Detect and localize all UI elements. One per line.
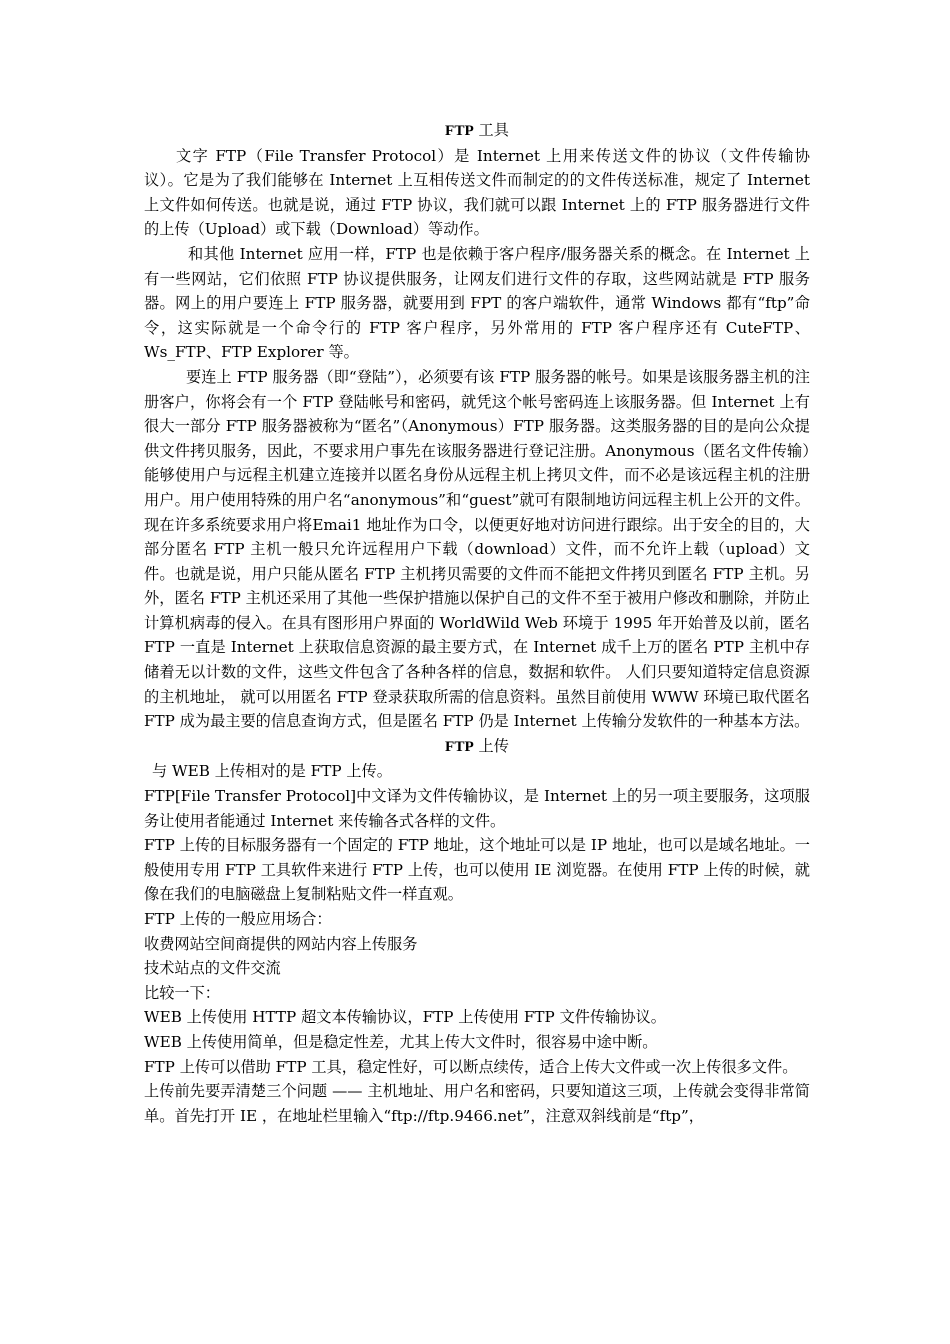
paragraph: FTP 上传可以借助 FTP 工具，稳定性好，可以断点续传，适合上传大文件或一次上传很多文件。: [144, 1057, 798, 1076]
section-title-ftp-tools: [144, 118, 810, 144]
list-line: 技术站点的文件交流: [144, 959, 281, 978]
paragraph: WEB 上传使用 HTTP 超文本传输协议，FTP 上传使用 FTP 文件传输协议。: [144, 1008, 666, 1027]
title-rest: 工具: [473, 121, 509, 139]
paragraph: 和其他 Internet 应用一样，FTP 也是依赖于客户程序/服务器关系的概念。在 Internet 上有一些网站，它们依照 FTP 协议提供服务，让网友们进行文件的存取，这些网站就是 FTP 服务器。网上的用户要连上 FTP 服务器，就要用到 FPT 的客户端软件，通常 Windows 都有“ftp”命令，这实际就是一个命令行的 FTP 客户程序，另外常用的 FTP 客户程序还有 CuteFTP、Ws_FTP、FTP Explorer 等。: [144, 244, 810, 362]
title-rest: 上传: [473, 736, 509, 755]
paragraph: FTP[File Transfer Protocol]中文译为文件传输协议，是 Internet 上的另一项主要服务，这项服务让使用者能通过 Internet 来传输各式各样的文件。: [144, 787, 810, 830]
title-bold: FTP: [445, 122, 474, 139]
section-title-ftp-upload: [144, 734, 810, 760]
paragraph: FTP 上传的目标服务器有一个固定的 FTP 地址，这个地址可以是 IP 地址，也可以是域名地址。一般使用专用 FTP 工具软件来进行 FTP 上传，也可以使用 IE 浏览器。在使用 FTP 上传的时候，就像在我们的电脑磁盘上复制粘贴文件一样直观。: [144, 836, 810, 904]
paragraph-intro: 与 WEB 上传相对的是 FTP 上传。: [152, 762, 392, 781]
paragraph: 要连上 FTP 服务器（即“登陆”），必须要有该 FTP 服务器的帐号。如果是该服务器主机的注册客户，你将会有一个 FTP 登陆帐号和密码，就凭这个帐号密码连上该服务器。但 Internet 上有很大一部分 FTP 服务器被称为“匿名”（Anonymous）FTP 服务器。这类服务器的目的是向公众提供文件拷贝服务，因此，不要求用户事先在该服务器进行登记注册。Anonymous（匿名文件传输）能够使用户与远程主机建立连接并以匿名身份从远程主机上拷贝文件，而不必是该远程主机的注册用户。用户使用特殊的用户名“anonymous”和“guest”就可有限制地访问远程主机上公开的文件。现在许多系统要求用户将Emai1 地址作为口令，以便更好地对访问进行跟综。出于安全的目的，大部分匿名 FTP 主机一般只允许远程用户下载（download）文件，而不允许上载（upload）文件。也就是说，用户只能从匿名 FTP 主机拷贝需要的文件而不能把文件拷贝到匿名 FTP 主机。另外，匿名 FTP 主机还采用了其他一些保护措施以保护自己的文件不至于被用户修改和删除，并防止计算机病毒的侵入。在具有图形用户界面的 WorldWild Web 环境于 1995 年开始普及以前，匿名 FTP 一直是 Internet 上获取信息资源的最主要方式，在 Internet 成千上万的匿名 PTP 主机中存储着无以计数的文件，这些文件包含了各种各样的信息，数据和软件。 人们只要知道特定信息资源的主机地址， 就可以用匿名 FTP 登录获取所需的信息资料。虽然目前使用 WWW 环境已取代匿名 FTP 成为最主要的信息查询方式，但是匿名 FTP 仍是 Internet 上传输分发软件的一种基本方法。: [144, 367, 810, 731]
document-page: [144, 118, 810, 1128]
paragraph: 上传前先要弄清楚三个问题 —— 主机地址、用户名和密码，只要知道这三项，上传就会变得非常简单。首先打开 IE ，在地址栏里输入“ftp://ftp.9466.net”，注意双斜线前是“ftp”，: [144, 1082, 810, 1125]
title-bold: FTP: [445, 737, 474, 755]
paragraph: WEB 上传使用简单，但是稳定性差，尤其上传大文件时，很容易中途中断。: [144, 1032, 658, 1051]
paragraph: FTP 上传的一般应用场合：: [144, 910, 332, 928]
paragraph: 文字 FTP（File Transfer Protocol）是 Internet 上用来传送文件的协议（文件传输协议）。它是为了我们能够在 Internet 上互相传送文件而制定的的文件传送标准，规定了 Internet 上文件如何传送。也就是说，通过 FTP 协议，我们就可以跟 Internet 上的 FTP 服务器进行文件的上传（Upload）或下载（Download）等动作。: [144, 146, 810, 239]
paragraph: 比较一下：: [144, 983, 220, 1002]
list-line: 收费网站空间商提供的网站内容上传服务: [144, 934, 418, 953]
